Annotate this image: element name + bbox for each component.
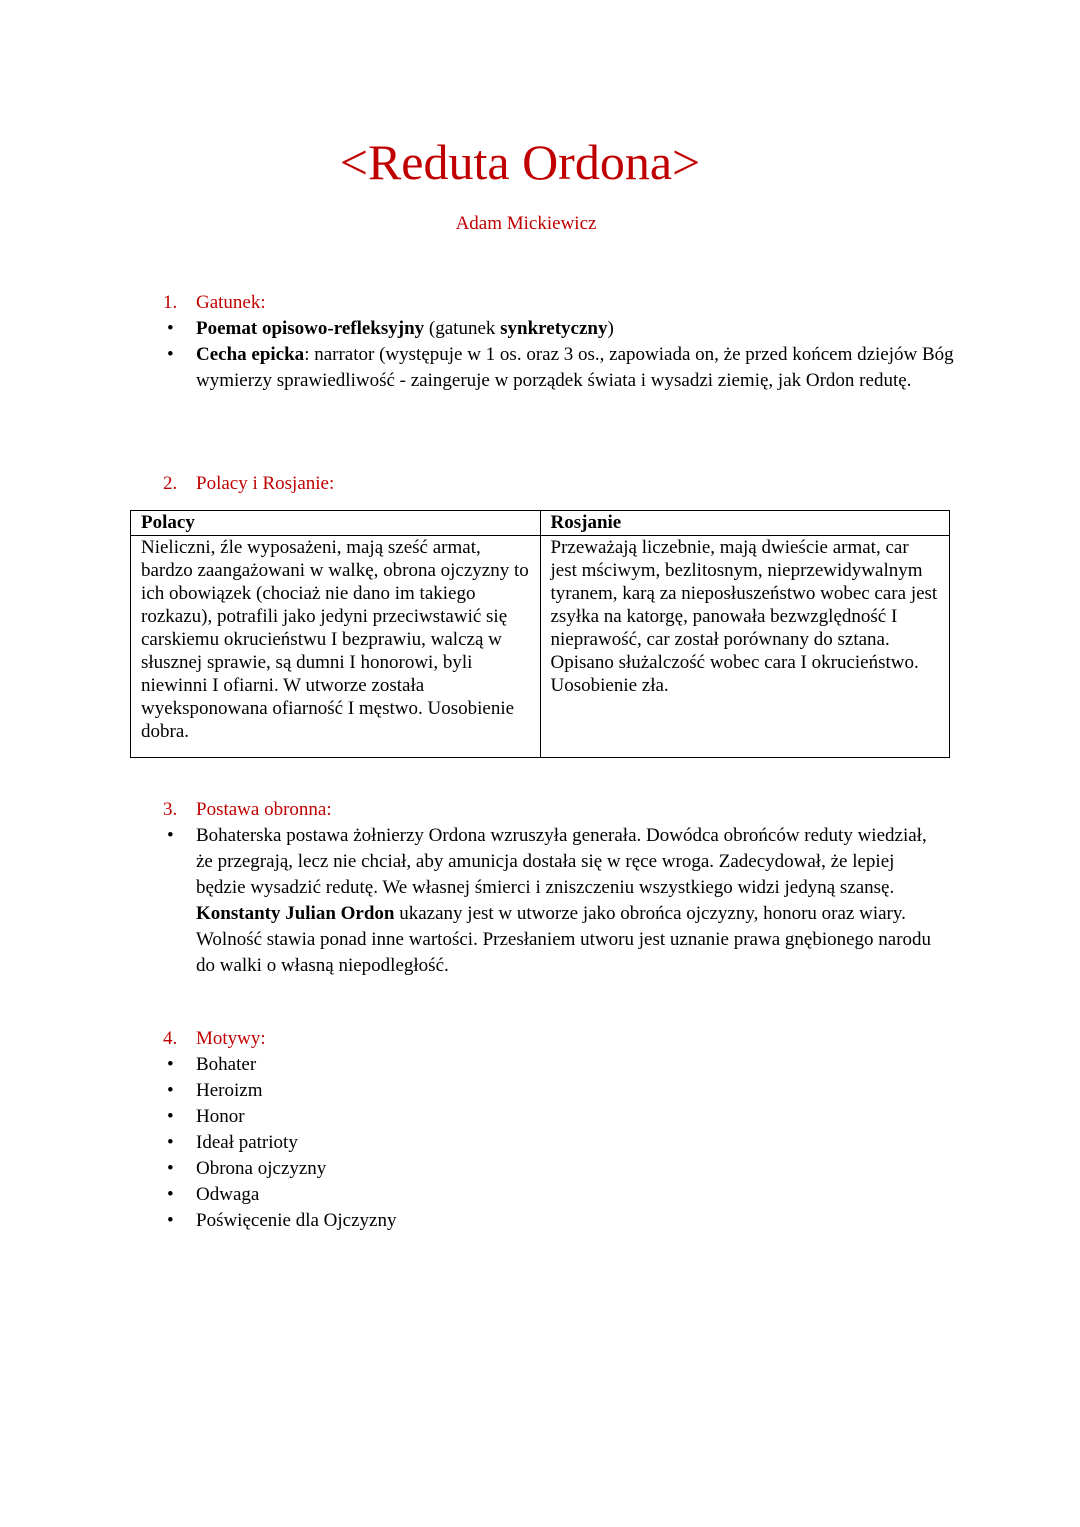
section-heading-postawa: [163, 797, 332, 823]
list-item: [163, 342, 956, 394]
section-number: 1.: [163, 292, 178, 313]
list-item: • Bohater: [163, 1052, 596, 1078]
list-item: • Poświęcenie dla Ojczyzny: [163, 1208, 596, 1234]
section-heading-polacy-rosjanie: [163, 471, 334, 497]
table-header-row: [131, 511, 950, 536]
document-author: Adam Mickiewicz: [455, 213, 597, 234]
section-heading-motywy: [163, 1026, 266, 1052]
section-number: 3.: [163, 799, 178, 820]
text: (gatunek: [424, 318, 501, 339]
list-item: • Ideał patrioty: [163, 1130, 596, 1156]
bold-text: synkretyczny: [500, 318, 608, 339]
bold-text: Cecha epicka: [196, 344, 305, 365]
table-row: [131, 536, 950, 758]
table-header: Polacy: [131, 511, 541, 536]
text: Bohaterska postawa żołnierzy Ordona wzruszyła generała. Dowódca obrońców reduty wiedział, że przegrają, lecz nie chciał, aby amunicja dostała się w ręce wroga. Zadecydował, że lepiej będzie wysadzić redutę. We własnej śmierci i zniszczeniu wszystkiego widzi jedyną szansę.: [196, 825, 927, 898]
bold-text: Poemat opisowo-refleksyjny: [196, 318, 425, 339]
table-cell: Przeważają liczebnie, mają dwieście armat, car jest mściwym, bezlitosnym, nieprzewidywalnym tyranem, karą za nieposłuszeństwo wobec cara jest zsyłka na katorgę, panowała bezwzględność I nieprawość, car został porównany do sztana. Opisano służalczość wobec cara I okrucieństwo. Uosobienie zła.: [540, 536, 950, 758]
section-number: 2.: [163, 473, 178, 494]
list-item: • Heroizm: [163, 1078, 596, 1104]
motywy-list: [163, 1052, 596, 1234]
text: : narrator (występuje w 1 os. oraz 3 os., zapowiada on, że przed końcem dziejów Bóg wymierzy sprawiedliwość - zaingeruje w porządek świata i wysadzi ziemię, jak Ordon redutę.: [196, 344, 954, 391]
list-item: [163, 823, 946, 979]
table-header: Rosjanie: [540, 511, 950, 536]
section-title: Motywy:: [196, 1028, 266, 1049]
list-item: • Odwaga: [163, 1182, 596, 1208]
section-number: 4.: [163, 1028, 178, 1049]
text: ukazany jest w utworze jako obrońca ojczyzny, honoru oraz wiary. Wolność stawia ponad inne wartości. Przesłaniem utworu jest uznanie prawa gnębionego narodu do walki o własną niepodległość.: [196, 903, 932, 976]
gatunek-list: [163, 316, 976, 394]
section-title: Gatunek:: [196, 292, 266, 313]
text: ): [607, 318, 614, 339]
bold-text: Konstanty Julian Ordon: [196, 903, 395, 924]
document-title: <Reduta Ordona>: [339, 134, 701, 190]
comparison-table: [130, 510, 950, 758]
postawa-list: [163, 823, 946, 979]
section-heading-gatunek: [163, 290, 266, 316]
section-title: Polacy i Rosjanie:: [196, 473, 335, 494]
list-item: [163, 316, 976, 342]
list-item: • Obrona ojczyzny: [163, 1156, 596, 1182]
list-item: • Honor: [163, 1104, 596, 1130]
section-title: Postawa obronna:: [196, 799, 332, 820]
table-cell: Nieliczni, źle wyposażeni, mają sześć armat, bardzo zaangażowani w walkę, obrona ojczyzny to ich obowiązek (chociaż nie dano im takiego rozkazu), potrafili jako jedyni przeciwstawić się carskiemu okrucieństwu I bezprawiu, walczą w słusznej sprawie, są dumni I honorowi, byli niewinni I ofiarni. W utworze została wyeksponowana ofiarność I męstwo. Uosobienie dobra.: [131, 536, 541, 758]
